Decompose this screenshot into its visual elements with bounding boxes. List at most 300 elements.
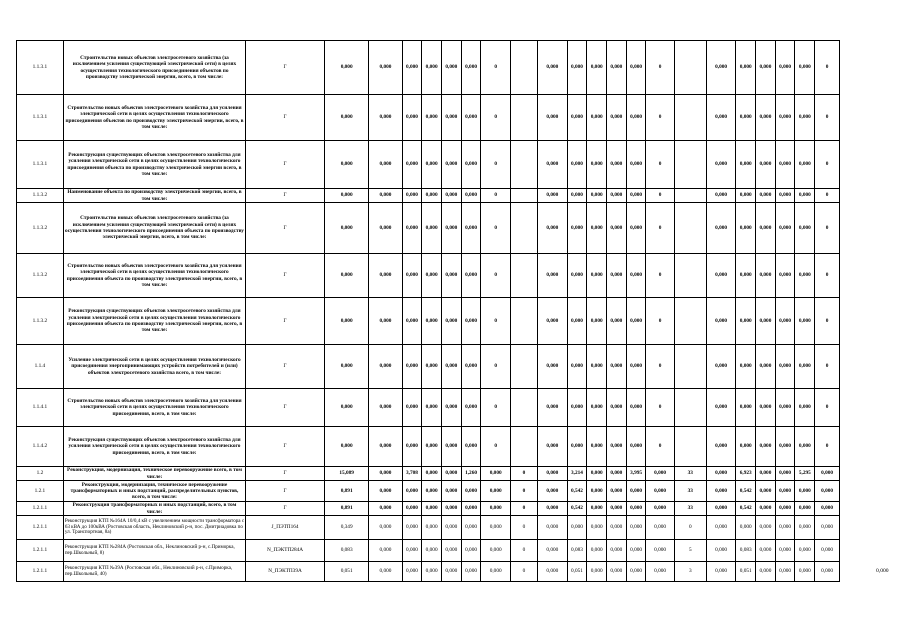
row-value: 0,083 bbox=[567, 540, 587, 562]
row-value: 0,000 bbox=[607, 345, 627, 389]
row-value: 0,000 bbox=[607, 298, 627, 345]
row-value: 0,000 bbox=[422, 95, 442, 141]
row-value: 0,000 bbox=[775, 298, 795, 345]
row-value: 0,000 bbox=[775, 562, 795, 582]
row-value: 0,000 bbox=[587, 467, 607, 481]
row-value: 0,051 bbox=[736, 562, 756, 582]
row-value: 0,000 bbox=[756, 481, 776, 502]
row-value: 0,000 bbox=[626, 345, 646, 389]
row-value: 0 bbox=[815, 141, 840, 189]
row-value: 0,000 bbox=[795, 203, 815, 254]
row-value: 0,000 bbox=[402, 427, 422, 467]
row-code: 1.1.4.2 bbox=[17, 427, 64, 467]
row-value: 0,000 bbox=[756, 502, 776, 516]
row-value: 0,000 bbox=[587, 254, 607, 298]
row-value: 0,000 bbox=[815, 562, 840, 582]
row-value: 0,000 bbox=[775, 516, 795, 540]
row-identifier: N_ПЭКТП284А bbox=[246, 540, 325, 562]
row-value: 0,000 bbox=[706, 41, 736, 95]
row-identifier: Г bbox=[246, 298, 325, 345]
row-value: 0,000 bbox=[756, 95, 776, 141]
row-value: 0,000 bbox=[461, 141, 481, 189]
empty-cell bbox=[674, 389, 706, 427]
row-value: 0,000 bbox=[706, 540, 736, 562]
row-value: 0,000 bbox=[422, 345, 442, 389]
row-value: 0 bbox=[481, 427, 511, 467]
row-value: 0,000 bbox=[756, 254, 776, 298]
row-value: 0,000 bbox=[736, 427, 756, 467]
table-row bbox=[17, 502, 840, 516]
row-value: 0,000 bbox=[626, 189, 646, 203]
row-value: 0,000 bbox=[607, 481, 627, 502]
row-value: 0,349 bbox=[324, 516, 368, 540]
row-code: 1.1.3.1 bbox=[17, 41, 64, 95]
row-value: 0,000 bbox=[538, 203, 568, 254]
row-value: 0,000 bbox=[706, 345, 736, 389]
row-value: 0,000 bbox=[481, 502, 511, 516]
row-value: 0 bbox=[646, 41, 674, 95]
row-value: 0,000 bbox=[422, 141, 442, 189]
row-value: 0 bbox=[481, 141, 511, 189]
row-value: 0,000 bbox=[736, 389, 756, 427]
row-value: 0,000 bbox=[538, 389, 568, 427]
row-value: 0,000 bbox=[402, 345, 422, 389]
row-value: 0,000 bbox=[607, 427, 627, 467]
row-value: 0,000 bbox=[775, 141, 795, 189]
row-value: 0,000 bbox=[795, 502, 815, 516]
row-value: 0,000 bbox=[775, 467, 795, 481]
row-value: 0,542 bbox=[736, 481, 756, 502]
row-value: 0,000 bbox=[736, 254, 756, 298]
empty-cell bbox=[510, 189, 537, 203]
row-value: 0,000 bbox=[795, 516, 815, 540]
row-value: 5,295 bbox=[795, 467, 815, 481]
row-value: 0,000 bbox=[795, 298, 815, 345]
empty-cell bbox=[510, 141, 537, 189]
row-value: 0,000 bbox=[626, 41, 646, 95]
table-row bbox=[17, 427, 840, 467]
row-code: 1.1.4 bbox=[17, 345, 64, 389]
row-value: 0,000 bbox=[756, 427, 776, 467]
row-identifier: Г bbox=[246, 502, 325, 516]
row-value: 0,000 bbox=[567, 254, 587, 298]
row-value: 0 bbox=[646, 345, 674, 389]
row-value: 0,000 bbox=[626, 427, 646, 467]
row-value: 0,000 bbox=[538, 540, 568, 562]
row-value: 0 bbox=[815, 298, 840, 345]
row-value: 0,000 bbox=[402, 298, 422, 345]
row-value: 0,000 bbox=[481, 467, 511, 481]
row-value: 0,000 bbox=[756, 189, 776, 203]
row-value: 0,000 bbox=[324, 141, 368, 189]
row-value: 0,000 bbox=[587, 141, 607, 189]
row-identifier: Г bbox=[246, 481, 325, 502]
row-value: 0,000 bbox=[402, 562, 422, 582]
row-value: 1,260 bbox=[461, 467, 481, 481]
row-value: 0,000 bbox=[538, 95, 568, 141]
row-value: 0,000 bbox=[626, 298, 646, 345]
row-value: 0,000 bbox=[441, 345, 461, 389]
row-name: Строительство новых объектов электросетевого хозяйства (за исключением усиления существующей электрической сети) в целях осуществления технологического присоединения объектов по производству электрической энергии, всего, в том числе: bbox=[63, 41, 245, 95]
row-value: 0,000 bbox=[587, 189, 607, 203]
row-value: 0,000 bbox=[402, 203, 422, 254]
table-row bbox=[17, 389, 840, 427]
row-value: 0,000 bbox=[441, 562, 461, 582]
row-name: Наименование объекта по производству электрической энергии, всего, в том числе: bbox=[63, 189, 245, 203]
table-row bbox=[17, 189, 840, 203]
table-row bbox=[17, 254, 840, 298]
row-value: 0 bbox=[510, 502, 537, 516]
row-name: Строительство новых объектов электросетевого хозяйства (за исключением усиления существующей электрической сети) в целях осуществления технологического присоединения объекта по производству электрической энергии, всего, в том числе: bbox=[63, 203, 245, 254]
row-value: 0,000 bbox=[567, 345, 587, 389]
empty-cell bbox=[674, 345, 706, 389]
row-identifier: N_ПЭКТП39А bbox=[246, 562, 325, 582]
row-value: 0 bbox=[646, 189, 674, 203]
investment-program-table bbox=[16, 40, 840, 582]
row-value: 0,000 bbox=[369, 345, 402, 389]
row-value: 0,000 bbox=[538, 562, 568, 582]
row-value: 0,000 bbox=[538, 298, 568, 345]
row-value: 0,000 bbox=[369, 540, 402, 562]
row-value: 0,000 bbox=[646, 516, 674, 540]
table-row bbox=[17, 95, 840, 141]
row-name: Реконструкция существующих объектов электросетевого хозяйства для усиления электрической сети в целях осуществления технологического присоединения объекта по производству электрической энергии всего, в том числе: bbox=[63, 141, 245, 189]
row-value: 0,000 bbox=[538, 481, 568, 502]
row-value: 3,214 bbox=[567, 467, 587, 481]
row-value: 0,000 bbox=[795, 427, 815, 467]
row-value: 33 bbox=[674, 502, 706, 516]
row-value: 0,000 bbox=[756, 203, 776, 254]
row-value: 0,000 bbox=[324, 95, 368, 141]
row-value: 0,000 bbox=[775, 203, 795, 254]
row-value: 0,000 bbox=[402, 540, 422, 562]
row-value: 0,000 bbox=[775, 540, 795, 562]
row-value: 0,000 bbox=[461, 203, 481, 254]
row-value: 0,000 bbox=[369, 427, 402, 467]
row-value: 0,000 bbox=[795, 95, 815, 141]
row-value: 0,000 bbox=[646, 562, 674, 582]
row-value: 0,000 bbox=[706, 562, 736, 582]
row-value: 0,000 bbox=[706, 516, 736, 540]
row-code: 1.1.4.1 bbox=[17, 389, 64, 427]
row-value: 0 bbox=[815, 203, 840, 254]
row-value: 0,000 bbox=[626, 254, 646, 298]
row-value: 0,000 bbox=[587, 41, 607, 95]
row-value: 0,000 bbox=[736, 345, 756, 389]
row-value: 0,000 bbox=[324, 254, 368, 298]
row-value: 0,000 bbox=[626, 389, 646, 427]
row-value: 0 bbox=[815, 427, 840, 467]
row-value: 0,000 bbox=[587, 298, 607, 345]
row-value: 0,000 bbox=[324, 189, 368, 203]
row-value: 0,000 bbox=[538, 254, 568, 298]
row-value: 0,891 bbox=[324, 502, 368, 516]
row-value: 0,000 bbox=[626, 516, 646, 540]
empty-cell bbox=[510, 203, 537, 254]
row-value: 0,000 bbox=[626, 562, 646, 582]
row-value: 0,000 bbox=[369, 562, 402, 582]
row-value: 0,000 bbox=[422, 481, 442, 502]
row-code: 1.1.3.2 bbox=[17, 298, 64, 345]
empty-cell bbox=[510, 254, 537, 298]
row-value: 0,000 bbox=[402, 41, 422, 95]
row-value: 0,000 bbox=[706, 189, 736, 203]
row-value: 0,000 bbox=[587, 481, 607, 502]
row-identifier: Г bbox=[246, 95, 325, 141]
row-value: 0,000 bbox=[795, 345, 815, 389]
row-value: 0,000 bbox=[775, 189, 795, 203]
stray-value: 0,000 bbox=[876, 568, 889, 574]
row-value: 0 bbox=[481, 95, 511, 141]
row-value: 0 bbox=[646, 95, 674, 141]
empty-cell bbox=[510, 41, 537, 95]
row-code: 1.2.1 bbox=[17, 481, 64, 502]
row-value: 0,000 bbox=[567, 389, 587, 427]
row-value: 0,000 bbox=[441, 467, 461, 481]
row-value: 0,000 bbox=[607, 502, 627, 516]
row-value: 0,000 bbox=[706, 254, 736, 298]
row-value: 0,083 bbox=[736, 540, 756, 562]
row-value: 0 bbox=[815, 389, 840, 427]
row-value: 0,000 bbox=[441, 427, 461, 467]
row-value: 0,000 bbox=[775, 427, 795, 467]
row-value: 0,000 bbox=[775, 502, 795, 516]
row-value: 0,000 bbox=[736, 516, 756, 540]
empty-cell bbox=[674, 203, 706, 254]
row-value: 0,000 bbox=[626, 481, 646, 502]
row-value: 0,000 bbox=[441, 141, 461, 189]
empty-cell bbox=[674, 189, 706, 203]
row-value: 6,923 bbox=[736, 467, 756, 481]
row-value: 0,000 bbox=[402, 254, 422, 298]
row-value: 33 bbox=[674, 467, 706, 481]
row-value: 0,000 bbox=[441, 389, 461, 427]
row-value: 0,000 bbox=[626, 203, 646, 254]
row-value: 0 bbox=[481, 189, 511, 203]
row-value: 0,000 bbox=[369, 41, 402, 95]
row-value: 0,000 bbox=[587, 516, 607, 540]
row-code: 1.2.1.1 bbox=[17, 540, 64, 562]
row-value: 0,000 bbox=[441, 516, 461, 540]
empty-cell bbox=[674, 141, 706, 189]
row-value: 0,000 bbox=[815, 540, 840, 562]
empty-cell bbox=[674, 41, 706, 95]
row-code: 1.2.1.1 bbox=[17, 562, 64, 582]
row-value: 0,000 bbox=[324, 41, 368, 95]
row-value: 0,000 bbox=[538, 502, 568, 516]
row-value: 0,000 bbox=[646, 502, 674, 516]
row-value: 0,000 bbox=[441, 502, 461, 516]
row-value: 0,000 bbox=[324, 427, 368, 467]
empty-cell bbox=[674, 254, 706, 298]
row-value: 0,000 bbox=[607, 516, 627, 540]
empty-cell bbox=[674, 95, 706, 141]
row-code: 1.1.3.2 bbox=[17, 203, 64, 254]
table-row bbox=[17, 203, 840, 254]
row-value: 0,000 bbox=[756, 345, 776, 389]
row-value: 0,000 bbox=[369, 481, 402, 502]
row-value: 0,000 bbox=[461, 502, 481, 516]
row-value: 0,000 bbox=[461, 562, 481, 582]
row-value: 0 bbox=[510, 516, 537, 540]
row-value: 0,000 bbox=[441, 41, 461, 95]
row-value: 0,000 bbox=[567, 95, 587, 141]
row-value: 0 bbox=[510, 467, 537, 481]
row-value: 0,000 bbox=[461, 516, 481, 540]
row-value: 0,000 bbox=[402, 389, 422, 427]
row-value: 0,000 bbox=[538, 141, 568, 189]
row-value: 0,000 bbox=[587, 345, 607, 389]
row-name: Реконструкция существующих объектов электросетевого хозяйства для усиления электрической сети в целях осуществления технологического присоединения, всего, в том числе: bbox=[63, 427, 245, 467]
row-value: 0,000 bbox=[422, 389, 442, 427]
row-value: 0,000 bbox=[815, 516, 840, 540]
row-value: 0 bbox=[481, 41, 511, 95]
row-identifier: Г bbox=[246, 203, 325, 254]
row-value: 0,000 bbox=[736, 203, 756, 254]
row-value: 0,000 bbox=[369, 95, 402, 141]
row-value: 0,000 bbox=[626, 540, 646, 562]
row-value: 0,000 bbox=[587, 95, 607, 141]
row-value: 0,000 bbox=[441, 189, 461, 203]
table-row bbox=[17, 298, 840, 345]
row-name: Реконструкция, модернизация, техническое перевооружение всего, в том числе: bbox=[63, 467, 245, 481]
row-value: 0,000 bbox=[481, 562, 511, 582]
row-value: 0,000 bbox=[775, 95, 795, 141]
row-value: 0,000 bbox=[607, 540, 627, 562]
row-value: 0,000 bbox=[481, 481, 511, 502]
row-value: 0,000 bbox=[567, 427, 587, 467]
row-value: 0,000 bbox=[587, 427, 607, 467]
row-value: 0,000 bbox=[795, 141, 815, 189]
row-value: 0,000 bbox=[607, 254, 627, 298]
row-code: 1.1.3.2 bbox=[17, 254, 64, 298]
row-value: 0,000 bbox=[422, 516, 442, 540]
row-value: 0,000 bbox=[587, 540, 607, 562]
row-value: 3,708 bbox=[402, 467, 422, 481]
row-value: 0,000 bbox=[607, 189, 627, 203]
row-value: 0,000 bbox=[422, 467, 442, 481]
row-value: 0,000 bbox=[369, 467, 402, 481]
row-value: 0,000 bbox=[567, 516, 587, 540]
row-value: 0,000 bbox=[607, 467, 627, 481]
row-value: 0,000 bbox=[706, 389, 736, 427]
row-value: 0 bbox=[815, 41, 840, 95]
row-value: 0,000 bbox=[324, 298, 368, 345]
row-value: 0,000 bbox=[646, 540, 674, 562]
row-value: 0,000 bbox=[369, 389, 402, 427]
row-value: 0,000 bbox=[706, 298, 736, 345]
row-value: 0,000 bbox=[775, 389, 795, 427]
row-value: 0,000 bbox=[422, 41, 442, 95]
row-value: 0,000 bbox=[775, 481, 795, 502]
row-value: 0,000 bbox=[607, 389, 627, 427]
row-value: 33 bbox=[674, 481, 706, 502]
row-value: 0,000 bbox=[756, 467, 776, 481]
row-code: 1.2.1.1 bbox=[17, 502, 64, 516]
table-row bbox=[17, 41, 840, 95]
row-value: 0 bbox=[646, 141, 674, 189]
row-value: 0 bbox=[646, 254, 674, 298]
row-identifier: Г bbox=[246, 345, 325, 389]
row-value: 0,000 bbox=[369, 298, 402, 345]
row-value: 0,000 bbox=[369, 203, 402, 254]
row-value: 0,000 bbox=[369, 516, 402, 540]
row-value: 0,000 bbox=[795, 562, 815, 582]
row-value: 0 bbox=[815, 345, 840, 389]
row-value: 0 bbox=[510, 481, 537, 502]
row-value: 0,000 bbox=[481, 540, 511, 562]
row-value: 0,000 bbox=[736, 298, 756, 345]
empty-cell bbox=[510, 389, 537, 427]
row-code: 1.1.3.1 bbox=[17, 141, 64, 189]
row-value: 3 bbox=[674, 562, 706, 582]
row-value: 0,000 bbox=[538, 41, 568, 95]
row-value: 0 bbox=[646, 203, 674, 254]
row-code: 1.2.1.1 bbox=[17, 516, 64, 540]
row-value: 0,000 bbox=[756, 562, 776, 582]
row-value: 0,000 bbox=[422, 189, 442, 203]
row-value: 0 bbox=[481, 298, 511, 345]
row-code: 1.2 bbox=[17, 467, 64, 481]
row-value: 0,000 bbox=[441, 254, 461, 298]
row-value: 0,000 bbox=[587, 562, 607, 582]
row-value: 0,000 bbox=[567, 203, 587, 254]
row-name: Реконструкция трансформаторных и иных подстанций, всего, в том числе: bbox=[63, 502, 245, 516]
row-value: 0,000 bbox=[538, 189, 568, 203]
row-value: 0 bbox=[481, 254, 511, 298]
empty-cell bbox=[510, 345, 537, 389]
row-value: 0,000 bbox=[461, 41, 481, 95]
row-value: 0,000 bbox=[706, 203, 736, 254]
row-value: 0,000 bbox=[461, 389, 481, 427]
row-value: 5 bbox=[674, 540, 706, 562]
row-value: 0,000 bbox=[607, 95, 627, 141]
table-row bbox=[17, 540, 840, 562]
row-value: 0,000 bbox=[402, 481, 422, 502]
row-value: 0,000 bbox=[538, 345, 568, 389]
row-value: 0,000 bbox=[538, 467, 568, 481]
row-identifier: Г bbox=[246, 389, 325, 427]
row-value: 0,000 bbox=[369, 141, 402, 189]
row-value: 0,000 bbox=[402, 502, 422, 516]
row-value: 0,000 bbox=[402, 189, 422, 203]
row-name: Строительство новых объектов электросетевого хозяйства для усиления электрической сети в целях осуществления технологического присоединения объекта по производству электрической энергии, всего, в том числе: bbox=[63, 254, 245, 298]
row-name: Реконструкция КТП №39А (Ростовская обл., Неклиновский р-н, с.Приморка, пер.Школьный, 40) bbox=[63, 562, 245, 582]
row-value: 0,000 bbox=[461, 481, 481, 502]
row-value: 0,000 bbox=[607, 41, 627, 95]
row-name: Строительство новых объектов электросетевого хозяйства для усиления электрической сети в целях осуществления технологического присоединения, всего, в том числе: bbox=[63, 389, 245, 427]
row-value: 0,000 bbox=[706, 427, 736, 467]
row-value: 0,000 bbox=[441, 95, 461, 141]
row-value: 0,000 bbox=[736, 189, 756, 203]
row-value: 0,000 bbox=[626, 95, 646, 141]
row-value: 0,083 bbox=[324, 540, 368, 562]
row-value: 0 bbox=[674, 516, 706, 540]
row-identifier: Г bbox=[246, 189, 325, 203]
row-value: 0,000 bbox=[461, 95, 481, 141]
row-value: 0,000 bbox=[756, 389, 776, 427]
row-value: 0,000 bbox=[538, 427, 568, 467]
row-value: 0,000 bbox=[461, 345, 481, 389]
row-value: 0,000 bbox=[706, 141, 736, 189]
row-value: 0,000 bbox=[736, 41, 756, 95]
row-value: 0,000 bbox=[795, 389, 815, 427]
row-value: 0 bbox=[646, 298, 674, 345]
row-code: 1.1.3.1 bbox=[17, 95, 64, 141]
row-value: 0,000 bbox=[402, 141, 422, 189]
row-value: 0,000 bbox=[815, 481, 840, 502]
empty-cell bbox=[674, 427, 706, 467]
